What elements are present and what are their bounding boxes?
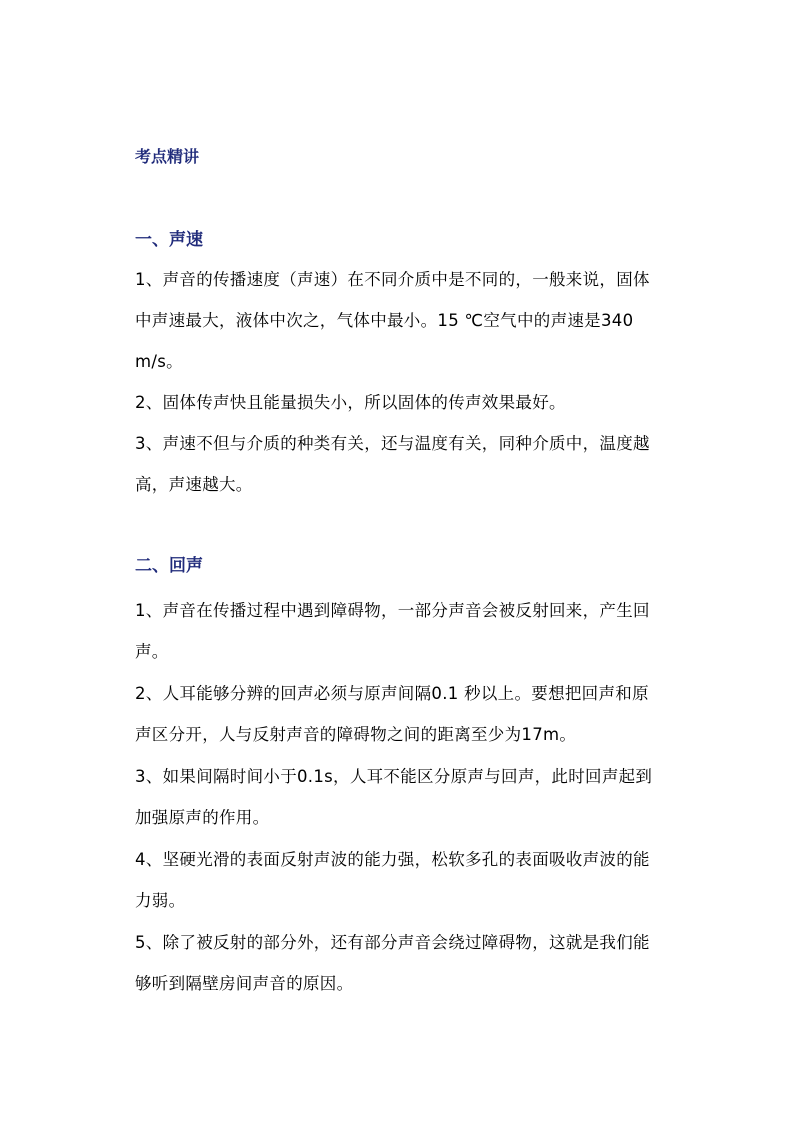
paragraph: 2、固体传声快且能量损失小，所以固体的传声效果最好。 [135, 393, 566, 412]
paragraph: 1、声音的传播速度（声速）在不同介质中是不同的，一般来说，固体中声速最大，液体中次之，气体中最小。15 ℃空气中的声速是340 m/s。 [135, 270, 650, 371]
paragraph: 1、声音在传播过程中遇到障碍物，一部分声音会被反射回来，产生回声。 [135, 601, 650, 661]
section-heading-echo: 二、回声 [135, 556, 203, 576]
section-heading-sound-speed: 一、声速 [135, 230, 203, 250]
paragraph: 3、声速不但与介质的种类有关，还与温度有关，同种介质中，温度越高，声速越大。 [135, 434, 650, 494]
paragraph: 4、坚硬光滑的表面反射声波的能力强，松软多孔的表面吸收声波的能力弱。 [135, 850, 650, 910]
paragraph: 2、人耳能够分辨的回声必须与原声间隔0.1 秒以上。要想把回声和原声区分开，人与反射声音的障碍物之间的距离至少为17m。 [135, 684, 649, 744]
page-title: 考点精讲 [135, 147, 200, 166]
paragraph: 5、除了被反射的部分外，还有部分声音会绕过障碍物，这就是我们能够听到隔壁房间声音的原因。 [135, 933, 650, 993]
paragraph: 3、如果间隔时间小于0.1s，人耳不能区分原声与回声，此时回声起到加强原声的作用。 [135, 767, 653, 827]
